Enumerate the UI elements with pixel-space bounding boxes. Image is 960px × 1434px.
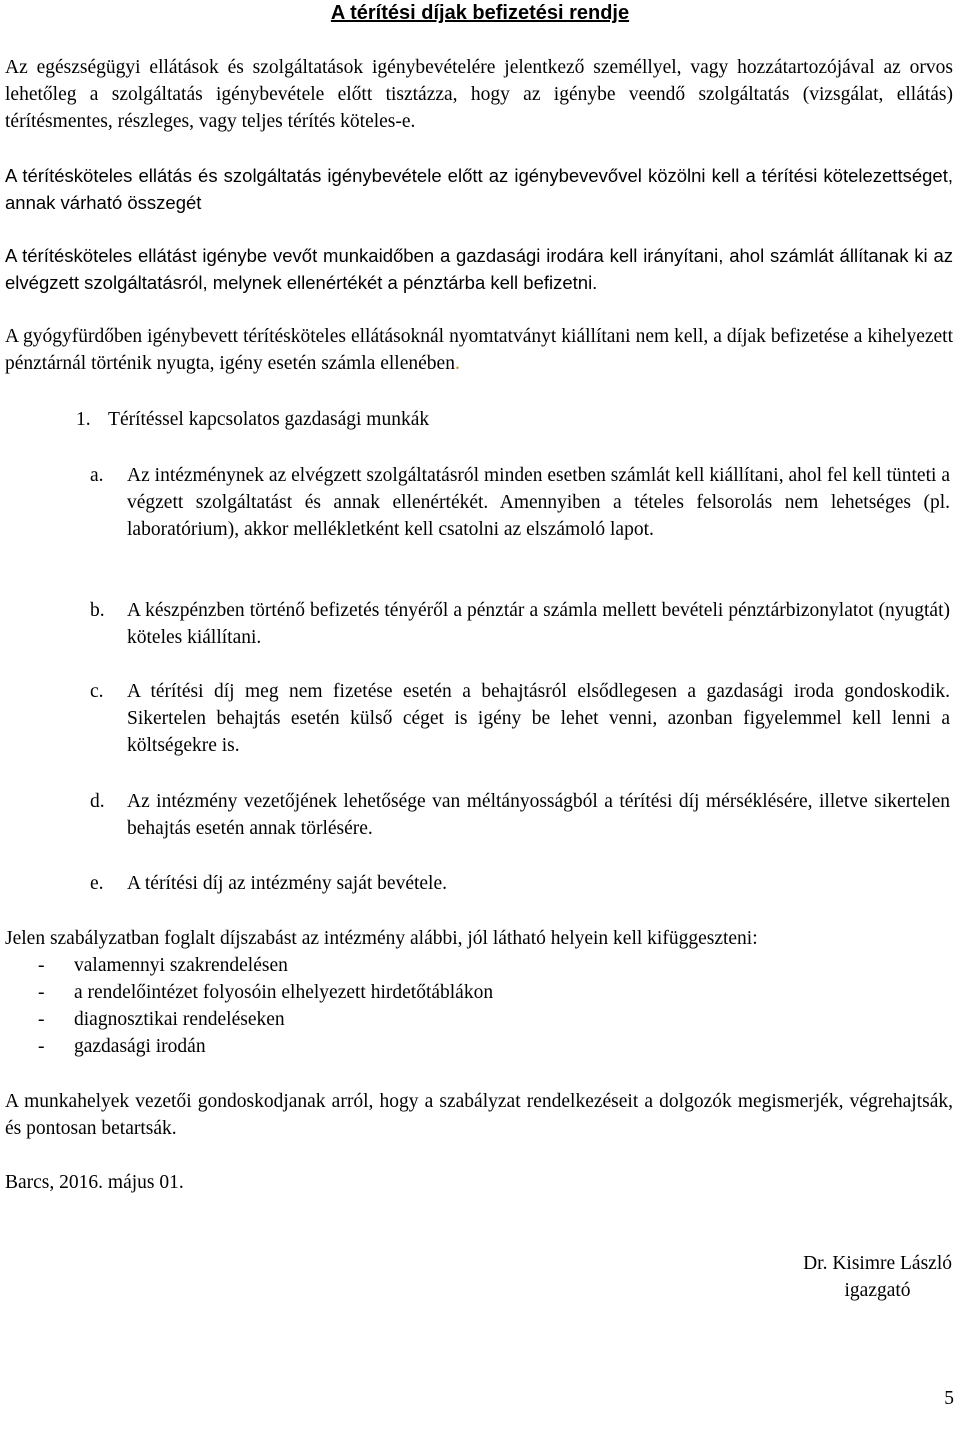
item-label: c. (90, 681, 104, 702)
list-item (90, 788, 950, 842)
item-label: d. (90, 791, 105, 812)
item-text: A készpénzben történő befizetés tényéről a pénztár a számla mellett bevételi pénztárbizonylatot (nyugtát) köteles kiállítani. (127, 600, 950, 648)
spa-paragraph (5, 323, 953, 377)
signatory-role: igazgató (844, 1280, 911, 1301)
list-item (90, 597, 950, 651)
dash-marker: - (38, 1009, 45, 1030)
posting-intro: Jelen szabályzatban foglalt díjszabást az intézmény alábbi, jól látható helyein kell kifüggeszteni: (5, 928, 758, 949)
section-heading (76, 406, 776, 433)
dash-marker: - (38, 982, 45, 1003)
page-number: 5 (944, 1388, 954, 1409)
list-item (90, 870, 950, 897)
item-label: e. (90, 873, 104, 894)
page-title: A térítési díjak befizetési rendje (330, 2, 630, 24)
dash-marker: - (38, 1036, 45, 1057)
posting-list-item (38, 1033, 938, 1060)
item-label: b. (90, 600, 105, 621)
list-item (90, 462, 950, 543)
signature-block (803, 1250, 952, 1304)
posting-place: a rendelőintézet folyosóin elhelyezett hirdetőtáblákon (74, 982, 494, 1003)
dash-marker: - (38, 955, 45, 976)
section-number: 1. (76, 409, 91, 430)
item-text: A térítési díj meg nem fizetése esetén a behajtásról elsődlegesen a gazdasági iroda gondoskodik. Sikertelen behajtás esetén külső céget is igény be lehet venni, azonban figyelemmel kell lenni a költségekre is. (127, 681, 950, 756)
list-item (90, 678, 950, 759)
item-text: Az intézménynek az elvégzett szolgáltatásról minden esetben számlát kell kiállítani, ahol fel kell tünteti a végzett szolgáltatást és annak ellenértékét. Amennyiben a tételes felsorolás nem lehetséges (pl. laboratórium), akkor mellékletként kell csatolni az elszámoló lapot. (127, 465, 950, 540)
item-text: Az intézmény vezetőjének lehetősége van méltányosságból a térítési díj mérséklésére, illetve sikertelen behajtás esetén annak törlésére. (127, 791, 950, 839)
billing-paragraph: A térítésköteles ellátást igénybe vevőt munkaidőben a gazdasági irodára kell irányítani, ahol számlát állítanak ki az elvégzett szolgáltatásról, melynek ellenértékét a pénztárba kell befizetni. (5, 245, 953, 293)
posting-place: valamennyi szakrendelésen (74, 955, 288, 976)
section-title: Térítéssel kapcsolatos gazdasági munkák (108, 409, 430, 430)
item-label: a. (90, 465, 104, 486)
posting-list-item (38, 1006, 938, 1033)
posting-list-item (38, 979, 938, 1006)
intro-paragraph (5, 54, 953, 135)
trailing-period: . (454, 353, 460, 374)
obligation-paragraph: A térítésköteles ellátás és szolgáltatás igénybevétele előtt az igénybevevővel közölni kell a térítési kötelezettséget, annak várható összegét (5, 165, 953, 213)
item-text: A térítési díj az intézmény saját bevétele. (127, 873, 447, 894)
closing-paragraph: A munkahelyek vezetői gondoskodjanak arról, hogy a szabályzat rendelkezéseit a dolgozók megismerjék, végrehajtsák, és pontosan betartsák. (5, 1091, 953, 1139)
place-date: Barcs, 2016. május 01. (5, 1172, 184, 1193)
paragraph-text: Az egészségügyi ellátások és szolgáltatások igénybevételére jelentkező személlyel, vagy hozzátartozójával az orvos lehetőleg a szolgáltatás igénybevétele előtt tisztázza, hogy az igénybe veendő szolgáltatás (vizsgálat, ellátás) térítésmentes, részleges, vagy teljes térítés köteles-e. (5, 57, 953, 132)
posting-list-item (38, 952, 938, 979)
posting-place: diagnosztikai rendeléseken (74, 1009, 285, 1030)
posting-place: gazdasági irodán (74, 1036, 206, 1057)
paragraph-text: A gyógyfürdőben igénybevett térítésköteles ellátásoknál nyomtatványt kiállítani nem kell, a díjak befizetése a kihelyezett pénztárnál történik nyugta, igény esetén számla ellenében (5, 326, 953, 374)
signatory-name: Dr. Kisimre László (803, 1253, 952, 1274)
